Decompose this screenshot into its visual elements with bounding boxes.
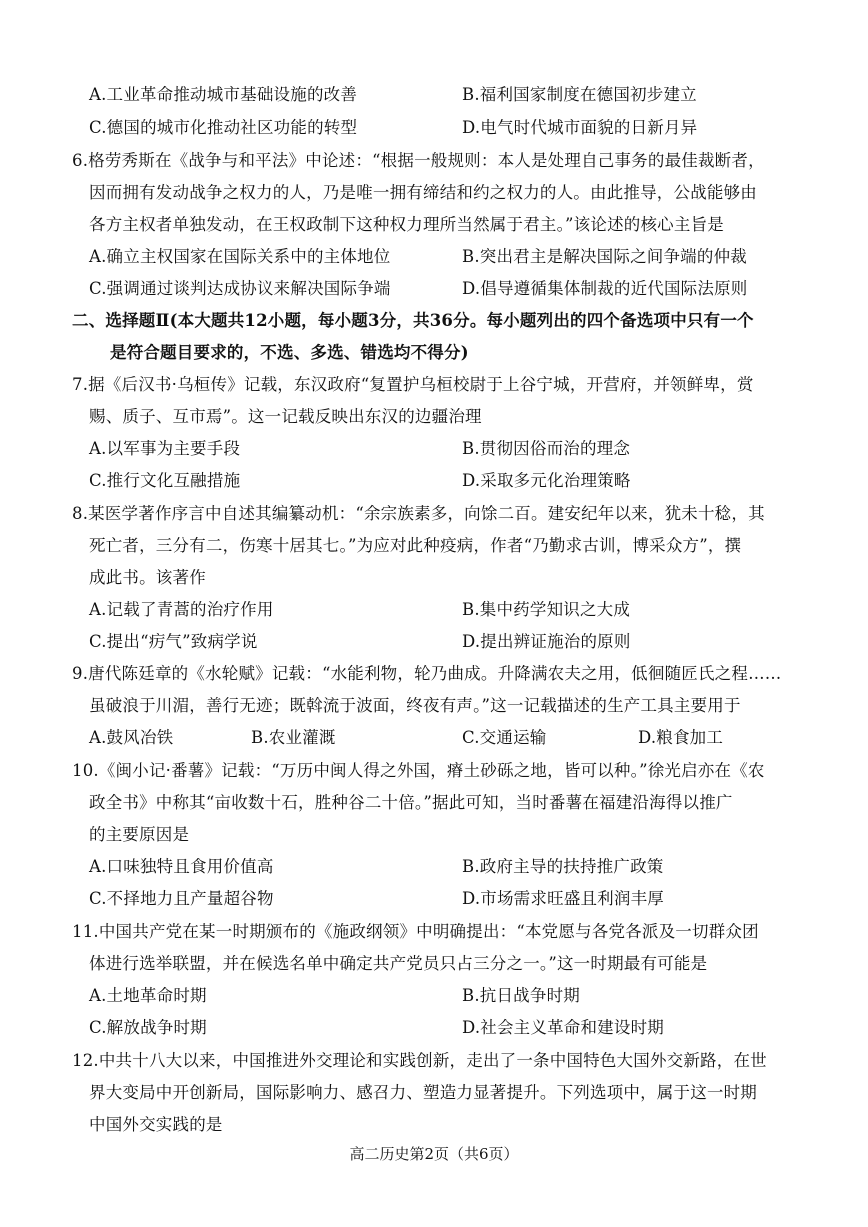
q5-option-c: C.德国的城市化推动社区功能的转型 [89,118,358,137]
q9-option-b: B.农业灌溉 [251,728,336,747]
q5-option-b: B.福利国家制度在德国初步建立 [462,85,697,104]
section-heading-line-2: 是符合题目要求的，不选、多选、错选均不得分) [110,343,469,362]
q6-option-c: C.强调通过谈判达成协议来解决国际争端 [89,279,391,298]
q12-stem-line-3: 中国外交实践的是 [89,1115,223,1134]
q7-option-a: A.以军事为主要手段 [89,439,241,458]
q10-stem-line-2: 政全书》中称其“亩收数十石，胜种谷二十倍。”据此可知，当时番薯在福建沿海得以推广 [89,793,733,812]
q6-option-d: D.倡导遵循集体制裁的近代国际法原则 [462,279,748,298]
q10-stem-line-3: 的主要原因是 [89,825,190,844]
q10-option-b: B.政府主导的扶持推广政策 [462,857,664,876]
q5-option-d: D.电气时代城市面貌的日新月异 [462,118,698,137]
q11-stem-line-2: 体进行选举联盟，并在候选名单中确定共产党员只占三分之一。”这一时期最有可能是 [89,954,708,973]
q8-stem-line-3: 成此书。该著作 [89,568,206,587]
q10-option-d: D.市场需求旺盛且利润丰厚 [462,889,664,908]
q12-stem-line-1: 12.中共十八大以来，中国推进外交理论和实践创新，走出了一条中国特色大国外交新路，在世 [72,1051,767,1070]
q8-option-b: B.集中药学知识之大成 [462,600,631,619]
q11-option-c: C.解放战争时期 [89,1018,207,1037]
q11-option-d: D.社会主义革命和建设时期 [462,1018,664,1037]
q8-option-c: C.提出“疠气”致病学说 [89,632,258,651]
q12-stem-line-2: 界大变局中开创新局，国际影响力、感召力、塑造力显著提升。下列选项中，属于这一时期 [89,1083,757,1102]
section-heading-line-1: 二、选择题Ⅱ(本大题共12小题，每小题3分，共36分。每小题列出的四个备选项中只有一个 [72,311,754,330]
q9-option-d: D.粮食加工 [638,728,724,747]
page-footer: 高二历史第2页（共6页） [349,1145,519,1163]
q9-stem-line-1: 9.唐代陈廷章的《水轮赋》记载：“水能利物，轮乃曲成。升降满农夫之用，低徊随匠氏之程…… [72,664,782,683]
q8-stem-line-1: 8.某医学著作序言中自述其编纂动机：“余宗族素多，向馀二百。建安纪年以来，犹未十稔，其 [72,504,765,523]
q8-stem-line-2: 死亡者，三分有二，伤寒十居其七。”为应对此种疫病，作者“乃勤求古训，博采众方”，撰 [89,536,742,555]
q7-option-b: B.贯彻因俗而治的理念 [462,439,631,458]
q6-stem-line-3: 各方主权者单独发动，在王权政制下这种权力理所当然属于君主。”该论述的核心主旨是 [89,215,724,234]
q9-option-a: A.鼓风冶铁 [89,728,174,747]
q6-stem-line-1: 6.格劳秀斯在《战争与和平法》中论述：“根据一般规则：本人是处理自己事务的最佳裁断者， [72,151,765,170]
q9-stem-line-2: 虽破浪于川湄，善行无迹；既斡流于波面，终夜有声。”这一记载描述的生产工具主要用于 [89,696,741,715]
q11-stem-line-1: 11.中国共产党在某一时期颁布的《施政纲领》中明确提出：“本党愿与各党各派及一切群众团 [72,922,759,941]
q10-option-c: C.不择地力且产量超谷物 [89,889,274,908]
q8-option-a: A.记载了青蒿的治疗作用 [89,600,274,619]
q11-option-b: B.抗日战争时期 [462,986,580,1005]
q5-option-a: A.工业革命推动城市基础设施的改善 [89,85,358,104]
q7-stem-line-2: 赐、质子、互市焉”。这一记载反映出东汉的边疆治理 [89,407,482,426]
q11-option-a: A.土地革命时期 [89,986,207,1005]
q10-option-a: A.口味独特且食用价值高 [89,857,274,876]
q8-option-d: D.提出辨证施治的原则 [462,632,631,651]
q7-option-d: D.采取多元化治理策略 [462,471,631,490]
q7-stem-line-1: 7.据《后汉书·乌桓传》记载，东汉政府“复置护乌桓校尉于上谷宁城，开营府，并领鲜卑，赏 [72,375,754,394]
q6-stem-line-2: 因而拥有发动战争之权力的人，乃是唯一拥有缔结和约之权力的人。由此推导，公战能够由 [89,183,757,202]
q6-option-b: B.突出君主是解决国际之间争端的仲裁 [462,247,747,266]
q9-option-c: C.交通运输 [462,728,547,747]
q10-stem-line-1: 10.《闽小记·番薯》记载：“万历中闽人得之外国，瘠土砂砾之地，皆可以种。”徐光启亦在《农 [72,761,765,780]
q7-option-c: C.推行文化互融措施 [89,471,241,490]
q6-option-a: A.确立主权国家在国际关系中的主体地位 [89,247,391,266]
